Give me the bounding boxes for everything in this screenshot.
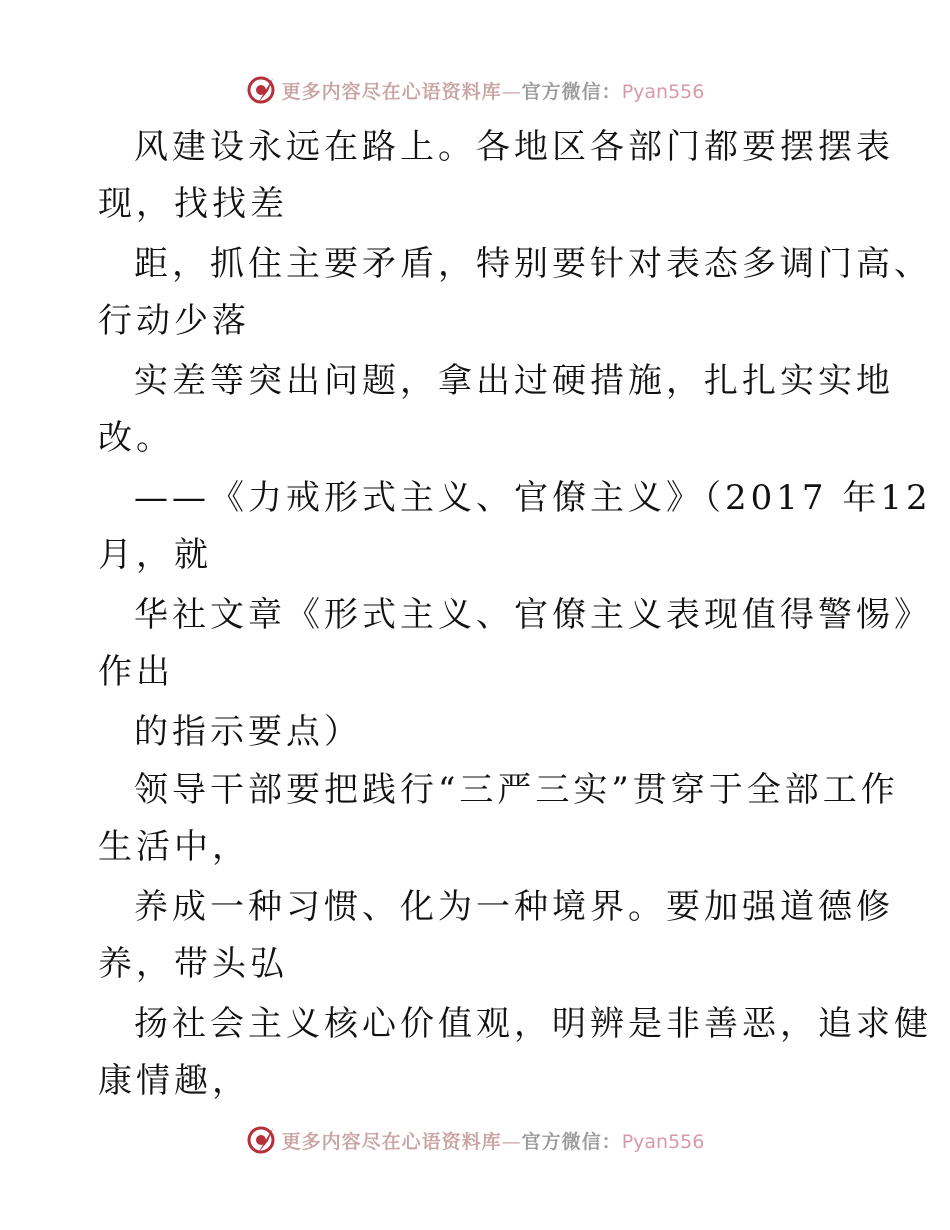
paragraph-line: 养，带头弘 xyxy=(98,944,288,984)
watermark-brand: 更多内容尽在心语资料库 xyxy=(281,80,502,103)
watermark-label: 官方微信： xyxy=(521,1130,622,1153)
paragraph-line: 养成一种习惯、化为一种境界。要加强道德修 xyxy=(134,887,894,927)
watermark-id: Pyan556 xyxy=(621,80,705,103)
header-watermark xyxy=(0,70,950,110)
paragraph-line: 风建设永远在路上。各地区各部门都要摆摆表 xyxy=(134,127,894,167)
quill-logo-icon xyxy=(246,75,276,105)
paragraph-line: 华社文章《形式主义、官僚主义表现值得警惕》 xyxy=(134,595,932,635)
watermark-label: 官方微信： xyxy=(521,80,622,103)
watermark-dash: — xyxy=(501,1130,522,1153)
paragraph-line: 现，找找差 xyxy=(98,184,288,224)
paragraph-line: 月，就 xyxy=(98,535,212,575)
quill-logo-icon xyxy=(246,1125,276,1155)
paragraph-line: 实差等突出问题，拿出过硬措施，扎扎实实地 xyxy=(134,361,894,401)
paragraph-line: 距，抓住主要矛盾，特别要针对表态多调门高、 xyxy=(134,244,932,284)
footer-watermark xyxy=(0,1120,950,1160)
paragraph-line: 生活中， xyxy=(98,827,250,867)
paragraph-line: 的指示要点） xyxy=(134,712,362,752)
paragraph-line: 行动少落 xyxy=(98,301,250,341)
paragraph-line: 康情趣， xyxy=(98,1061,250,1101)
paragraph-line: ——《力戒形式主义、官僚主义》（2017 年12 xyxy=(134,478,932,518)
paragraph-line: 作出 xyxy=(98,652,174,692)
watermark-dash: — xyxy=(501,80,522,103)
paragraph-line: 改。 xyxy=(98,418,174,458)
watermark-id: Pyan556 xyxy=(621,1130,705,1153)
paragraph-line: 领导干部要把践行“三严三实”贯穿于全部工作 xyxy=(134,770,899,810)
watermark-brand: 更多内容尽在心语资料库 xyxy=(281,1130,502,1153)
paragraph-line: 扬社会主义核心价值观，明辨是非善恶，追求健 xyxy=(134,1004,932,1044)
